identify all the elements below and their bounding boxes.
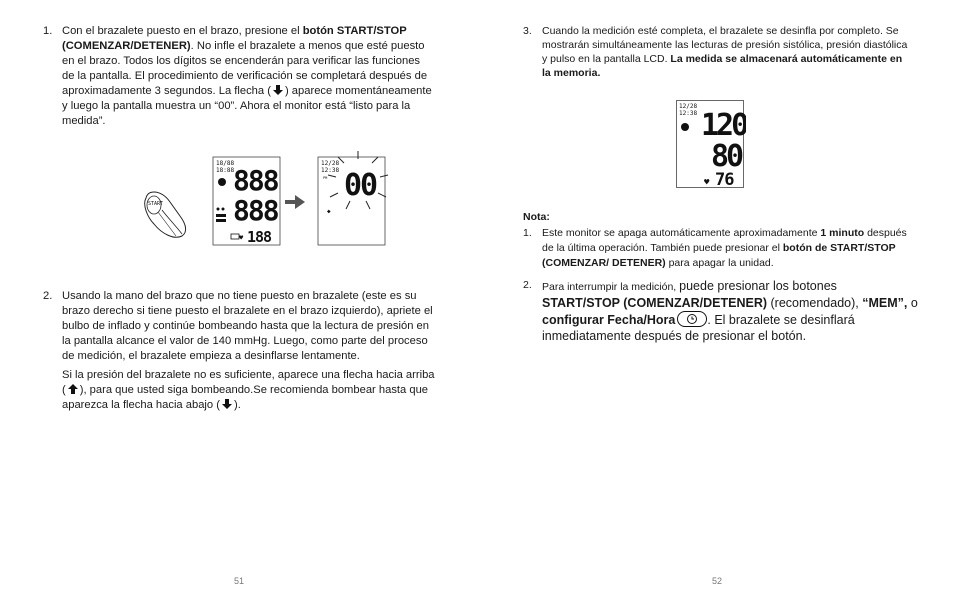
lcd2-date: 12/28: [321, 160, 340, 167]
nota-title: Nota:: [523, 211, 550, 223]
lcd1-pulse-digits: 188: [247, 228, 272, 246]
nota-2-a: puede presionar los botones: [679, 279, 837, 293]
lcd-date: 12/28: [679, 103, 698, 110]
nota-1-b: después de la última operación. También puede presionar el: [542, 227, 907, 254]
lcd-all-segments: [213, 157, 280, 246]
right-page: [477, 0, 954, 600]
nota-1-a: Este monitor se apaga automáticamente aproximadamente: [542, 227, 821, 239]
lcd1-time: 18:88: [216, 167, 235, 174]
figure-reading-result: [676, 100, 746, 190]
step-2-para2-c: ).: [233, 399, 241, 411]
heart-icon: ♥: [704, 178, 710, 188]
finger-pressing-start-icon: [145, 192, 186, 237]
nota-item-2-text: [542, 278, 918, 344]
nota-item-1: [523, 226, 918, 271]
step-1-text: [62, 24, 433, 129]
lcd-time: 12:38: [679, 110, 698, 117]
nota-2-bold3: configurar Fecha/Hora: [542, 313, 676, 327]
arrow-up-icon: [67, 383, 79, 395]
step-3-text-a: Cuando la medición esté completa, el brazalete se desinfla por completo. Se mostrarán simultáneamente las lecturas de presión sistólica, presión diastólica y pulso en la pantalla LCD.: [542, 25, 908, 65]
nota-1-bold1: 1 minuto: [820, 227, 865, 239]
clock-indicator-icon: [681, 123, 689, 131]
step-1-bold: botón START/STOP (COMENZAR/DETENER): [62, 25, 407, 52]
nota-2-bold1: START/STOP (COMENZAR/DETENER): [542, 296, 768, 310]
nota-1-c: para apagar la unidad.: [665, 257, 774, 269]
step-2: [43, 289, 438, 413]
nota-section: [523, 210, 918, 344]
page-number: 51: [234, 576, 245, 586]
step-2-para2: [62, 368, 438, 413]
step-number: 1.: [43, 25, 53, 37]
lcd1-top-digits: 888: [233, 164, 278, 197]
lcd2-ampm: PM: [323, 176, 328, 180]
clock-button-icon: [677, 311, 707, 327]
nota-2-small: Para interrumpir la medición,: [542, 281, 680, 293]
figure-display-check: [140, 150, 390, 250]
page-number: 52: [712, 576, 723, 586]
nota-2-c: o: [907, 296, 918, 310]
step-2-para2-a: Si la presión del brazalete no es suficiente, aparece una flecha hacia arriba (: [62, 369, 435, 396]
nota-item-2: [523, 278, 918, 344]
step-1-text-b: . No infle el brazalete a menos que esté puesto en el brazo. Todos los dígitos se encenderán para verificar las funciones de la pantalla. El procedimiento de verificación se completará después de aproximadamente 3 segundos. La flecha (: [62, 40, 428, 97]
lcd-systolic: 120: [701, 108, 746, 143]
clock-indicator-icon: [218, 178, 226, 186]
lcd-pulse: 76: [715, 170, 734, 190]
nota-item-number: 2.: [523, 279, 532, 291]
step-2-para2-b: ), para que usted siga bombeando.Se recomienda bombear hasta que aparezca la flecha hacia abajo (: [62, 384, 429, 411]
start-button-label: START: [148, 201, 164, 207]
lcd2-value: 00: [344, 168, 377, 203]
arrow-right-icon: [285, 195, 305, 209]
lcd1-mid-digits: 888: [233, 194, 278, 227]
step-number: 2.: [43, 290, 53, 302]
lcd-diastolic: 80: [711, 139, 742, 174]
nota-2-bold2: “MEM”,: [862, 296, 908, 310]
step-3-bold: La medida se almacenará automáticamente en la memoria.: [542, 53, 903, 79]
nota-1-bold2: botón de START/STOP (COMENZAR/ DETENER): [542, 242, 896, 269]
step-number: 3.: [523, 25, 532, 37]
step-1-text-a: Con el brazalete puesto en el brazo, presione el: [62, 25, 303, 37]
heart-icon: ♥: [239, 234, 244, 242]
lcd1-date: 18/88: [216, 160, 235, 167]
nota-2-b: (recomendado),: [767, 296, 863, 310]
step-1: [43, 24, 433, 129]
step-3-text: [542, 24, 913, 80]
arrow-down-icon: [272, 84, 284, 96]
diamond-icon: ◆: [327, 208, 331, 215]
step-1-text-c: ) aparece momentáneamente y luego la pantalla muestra un “00”. Ahora el monitor está “listo para la medida”.: [62, 85, 432, 127]
lcd2-time: 12:38: [321, 167, 340, 174]
step-2-text: Usando la mano del brazo que no tiene puesto en brazalete (este es su brazo derecho si tiene puesto el brazalete en el brazo izquierdo), apriete el bulbo de inflado y continúe bombeando hasta que la lectura de presión en la pantalla alcance el valor de 140 mmHg. Luego, como parte del proceso de medición, el brazalete empieza a desinflarse lentamente.: [62, 290, 433, 362]
nota-item-1-text: [542, 226, 918, 271]
step-3: [523, 24, 913, 80]
arrow-down-icon: [221, 398, 233, 410]
nota-item-number: 1.: [523, 227, 532, 239]
nota-2-d: . El brazalete se desinflará inmediatamente después de presionar el botón.: [542, 313, 855, 343]
lcd-ready: [318, 151, 388, 245]
